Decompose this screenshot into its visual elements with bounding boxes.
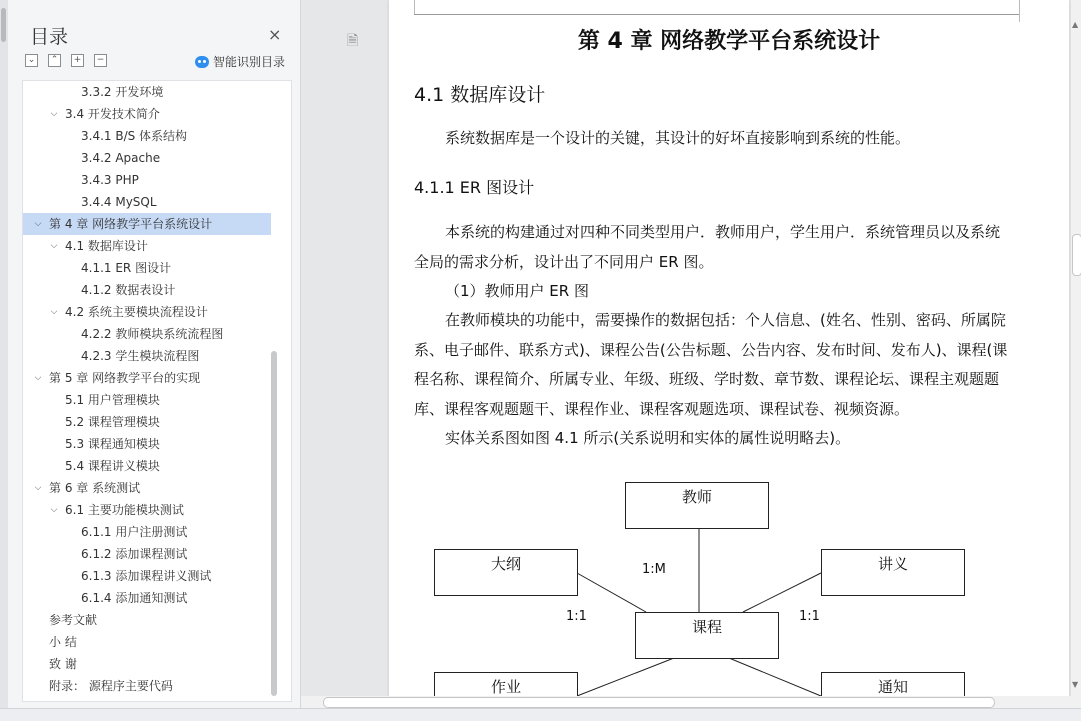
chevron-down-icon[interactable]: ⌵ bbox=[50, 109, 58, 119]
toc-item[interactable] bbox=[23, 191, 271, 213]
toc-item[interactable] bbox=[23, 323, 271, 345]
toc-item[interactable] bbox=[23, 653, 271, 675]
toc-item-label: 4.2 系统主要模块流程设计 bbox=[65, 305, 208, 319]
toc-item[interactable] bbox=[23, 411, 271, 433]
toc-item[interactable] bbox=[23, 521, 271, 543]
toc-item-label: 附录： 源程序主要代码 bbox=[49, 679, 173, 693]
toc-item[interactable] bbox=[23, 301, 271, 323]
toc-item[interactable] bbox=[23, 543, 271, 565]
er-entity-outline: 大纲 bbox=[434, 549, 578, 596]
toc-item-label: 第 5 章 网络教学平台的实现 bbox=[49, 371, 201, 385]
toc-item[interactable] bbox=[23, 367, 271, 389]
er-entity-notice: 通知 bbox=[821, 672, 965, 708]
toc-item-label: 3.4.4 MySQL bbox=[81, 195, 157, 209]
toc-item-label: 5.3 课程通知模块 bbox=[65, 437, 160, 451]
toc-item-label: 第 6 章 系统测试 bbox=[49, 481, 141, 495]
paragraph-2: 在教师模块的功能中，需要操作的数据包括：个人信息、(姓名、性别、密码、所属院系、电子邮件、联系方式)、课程公告(公告标题、公告内容、发布时间、发布人)、课程(课程名称、课程简介、所属专业、年级、班级、学时数、章节数、课程论坛、课程主观题题库、课程客观题题干、课程作业、课程客观题选项、课程试卷、视频资源。 bbox=[414, 311, 1008, 418]
collapse-all-icon[interactable]: ⌄ bbox=[25, 54, 38, 67]
er-entity-homework: 作业 bbox=[434, 672, 578, 708]
toc-item-label: 4.2.2 教师模块系统流程图 bbox=[81, 327, 224, 341]
toc-item-label: 5.4 课程讲义模块 bbox=[65, 459, 160, 473]
toc-item-label: 3.4 开发技术简介 bbox=[65, 107, 160, 121]
toc-item[interactable] bbox=[23, 477, 271, 499]
horizontal-scrollbar[interactable] bbox=[301, 696, 1071, 708]
subsection-title: 4.1.1 ER 图设计 bbox=[414, 178, 535, 197]
toc-item[interactable] bbox=[23, 103, 271, 125]
chevron-down-icon[interactable]: ⌵ bbox=[34, 219, 42, 229]
collapse-level-icon[interactable]: − bbox=[94, 54, 107, 67]
toc-item-label: 6.1.4 添加通知测试 bbox=[81, 591, 188, 605]
toc-item-label: 3.3.2 开发环境 bbox=[81, 85, 164, 99]
section-intro: 系统数据库是一个设计的关键，其设计的好坏直接影响到系统的性能。 bbox=[445, 129, 911, 147]
er-entity-course: 课程 bbox=[635, 612, 779, 659]
toc-item[interactable] bbox=[23, 81, 271, 103]
document-area bbox=[301, 0, 1071, 708]
toc-item-label: 3.4.2 Apache bbox=[81, 151, 161, 165]
toc-item[interactable] bbox=[23, 675, 271, 697]
toc-item-label: 致 谢 bbox=[49, 657, 77, 671]
toc-item-label: 4.1 数据库设计 bbox=[65, 239, 148, 253]
toc-item[interactable] bbox=[23, 587, 271, 609]
expand-up-icon[interactable]: ⌃ bbox=[48, 54, 61, 67]
toc-item-label: 4.1.2 数据表设计 bbox=[81, 283, 176, 297]
pane-edge-knob[interactable] bbox=[1, 8, 6, 42]
toc-item[interactable] bbox=[23, 389, 271, 411]
smart-toc-button[interactable] bbox=[195, 53, 285, 70]
toc-item-label: 4.1.1 ER 图设计 bbox=[81, 261, 172, 275]
vertical-scroll-thumb[interactable] bbox=[1072, 234, 1081, 276]
toc-title: 目录 bbox=[30, 26, 69, 48]
paragraph-1: 本系统的构建通过对四种不同类型用户．教师用户，学生用户．系统管理员以及系统全局的需求分析，设计出了不同用户 ER 图。 bbox=[414, 223, 1001, 271]
smart-toc-label: 智能识别目录 bbox=[213, 55, 286, 69]
chevron-down-icon[interactable]: ⌵ bbox=[50, 307, 58, 317]
chevron-down-icon[interactable]: ⌵ bbox=[50, 241, 58, 251]
status-bar bbox=[0, 708, 1081, 721]
toc-item[interactable] bbox=[23, 235, 271, 257]
pane-edge-strip bbox=[0, 0, 8, 708]
er-rel-outline-label: 1:1 bbox=[566, 609, 587, 624]
toc-toolbar bbox=[25, 54, 107, 67]
toc-item[interactable] bbox=[23, 279, 271, 301]
vertical-scrollbar[interactable] bbox=[1071, 0, 1081, 708]
chevron-down-icon[interactable]: ⌵ bbox=[34, 483, 42, 493]
toc-item[interactable] bbox=[23, 125, 271, 147]
toc-item-label: 参考文献 bbox=[49, 613, 98, 627]
er-rel-handout-label: 1:1 bbox=[799, 609, 820, 624]
close-icon[interactable]: × bbox=[268, 25, 282, 44]
toc-pane bbox=[0, 0, 301, 708]
chevron-down-icon[interactable]: ⌵ bbox=[34, 373, 42, 383]
toc-item[interactable] bbox=[23, 631, 271, 653]
toc-item-label: 6.1.1 用户注册测试 bbox=[81, 525, 188, 539]
toc-item-label: 6.1.2 添加课程测试 bbox=[81, 547, 188, 561]
toc-item-label: 6.1.3 添加课程讲义测试 bbox=[81, 569, 212, 583]
toc-item-label: 4.2.3 学生模块流程图 bbox=[81, 349, 200, 363]
expand-level-icon[interactable]: + bbox=[71, 54, 84, 67]
list-item-1: （1）教师用户 ER 图 bbox=[445, 282, 589, 300]
toc-item[interactable] bbox=[23, 169, 271, 191]
toc-item-label: 小 结 bbox=[49, 635, 77, 649]
toc-item[interactable] bbox=[23, 455, 271, 477]
horizontal-scroll-thumb[interactable] bbox=[323, 697, 995, 708]
section-title: 4.1 数据库设计 bbox=[414, 84, 546, 106]
scroll-down-icon[interactable]: ▼ bbox=[1072, 680, 1079, 689]
toc-item-label: 6.1 主要功能模块测试 bbox=[65, 503, 184, 517]
toc-item[interactable] bbox=[23, 609, 271, 631]
toc-item-label: 5.1 用户管理模块 bbox=[65, 393, 160, 407]
toc-item-label: 3.4.3 PHP bbox=[81, 173, 139, 187]
chapter-title: 第 4 章 网络教学平台系统设计 bbox=[577, 29, 881, 54]
toc-item[interactable] bbox=[23, 257, 271, 279]
er-entity-teacher: 教师 bbox=[625, 482, 769, 529]
toc-item-label: 第 4 章 网络教学平台系统设计 bbox=[49, 217, 213, 231]
toc-scrollbar[interactable] bbox=[271, 351, 277, 696]
toc-item[interactable] bbox=[23, 433, 271, 455]
toc-item-label: 3.4.1 B/S 体系结构 bbox=[81, 129, 188, 143]
document-page bbox=[389, 0, 1069, 700]
toc-item[interactable] bbox=[23, 565, 271, 587]
chevron-down-icon[interactable]: ⌵ bbox=[50, 505, 58, 515]
robot-icon bbox=[195, 56, 209, 68]
toc-item-label: 5.2 课程管理模块 bbox=[65, 415, 160, 429]
scroll-up-icon[interactable]: ▲ bbox=[1072, 20, 1079, 29]
toc-item[interactable] bbox=[23, 499, 271, 521]
toc-item[interactable] bbox=[23, 213, 271, 235]
paragraph-3: 实体关系图如图 4.1 所示(关系说明和实体的属性说明略去)。 bbox=[445, 429, 851, 447]
toc-item[interactable] bbox=[23, 147, 271, 169]
toc-list bbox=[22, 80, 292, 702]
er-entity-handout: 讲义 bbox=[821, 549, 965, 596]
toc-item[interactable] bbox=[23, 345, 271, 367]
er-rel-teacher-label: 1:M bbox=[642, 562, 666, 577]
document-icon[interactable]: 🗎 bbox=[347, 33, 359, 49]
